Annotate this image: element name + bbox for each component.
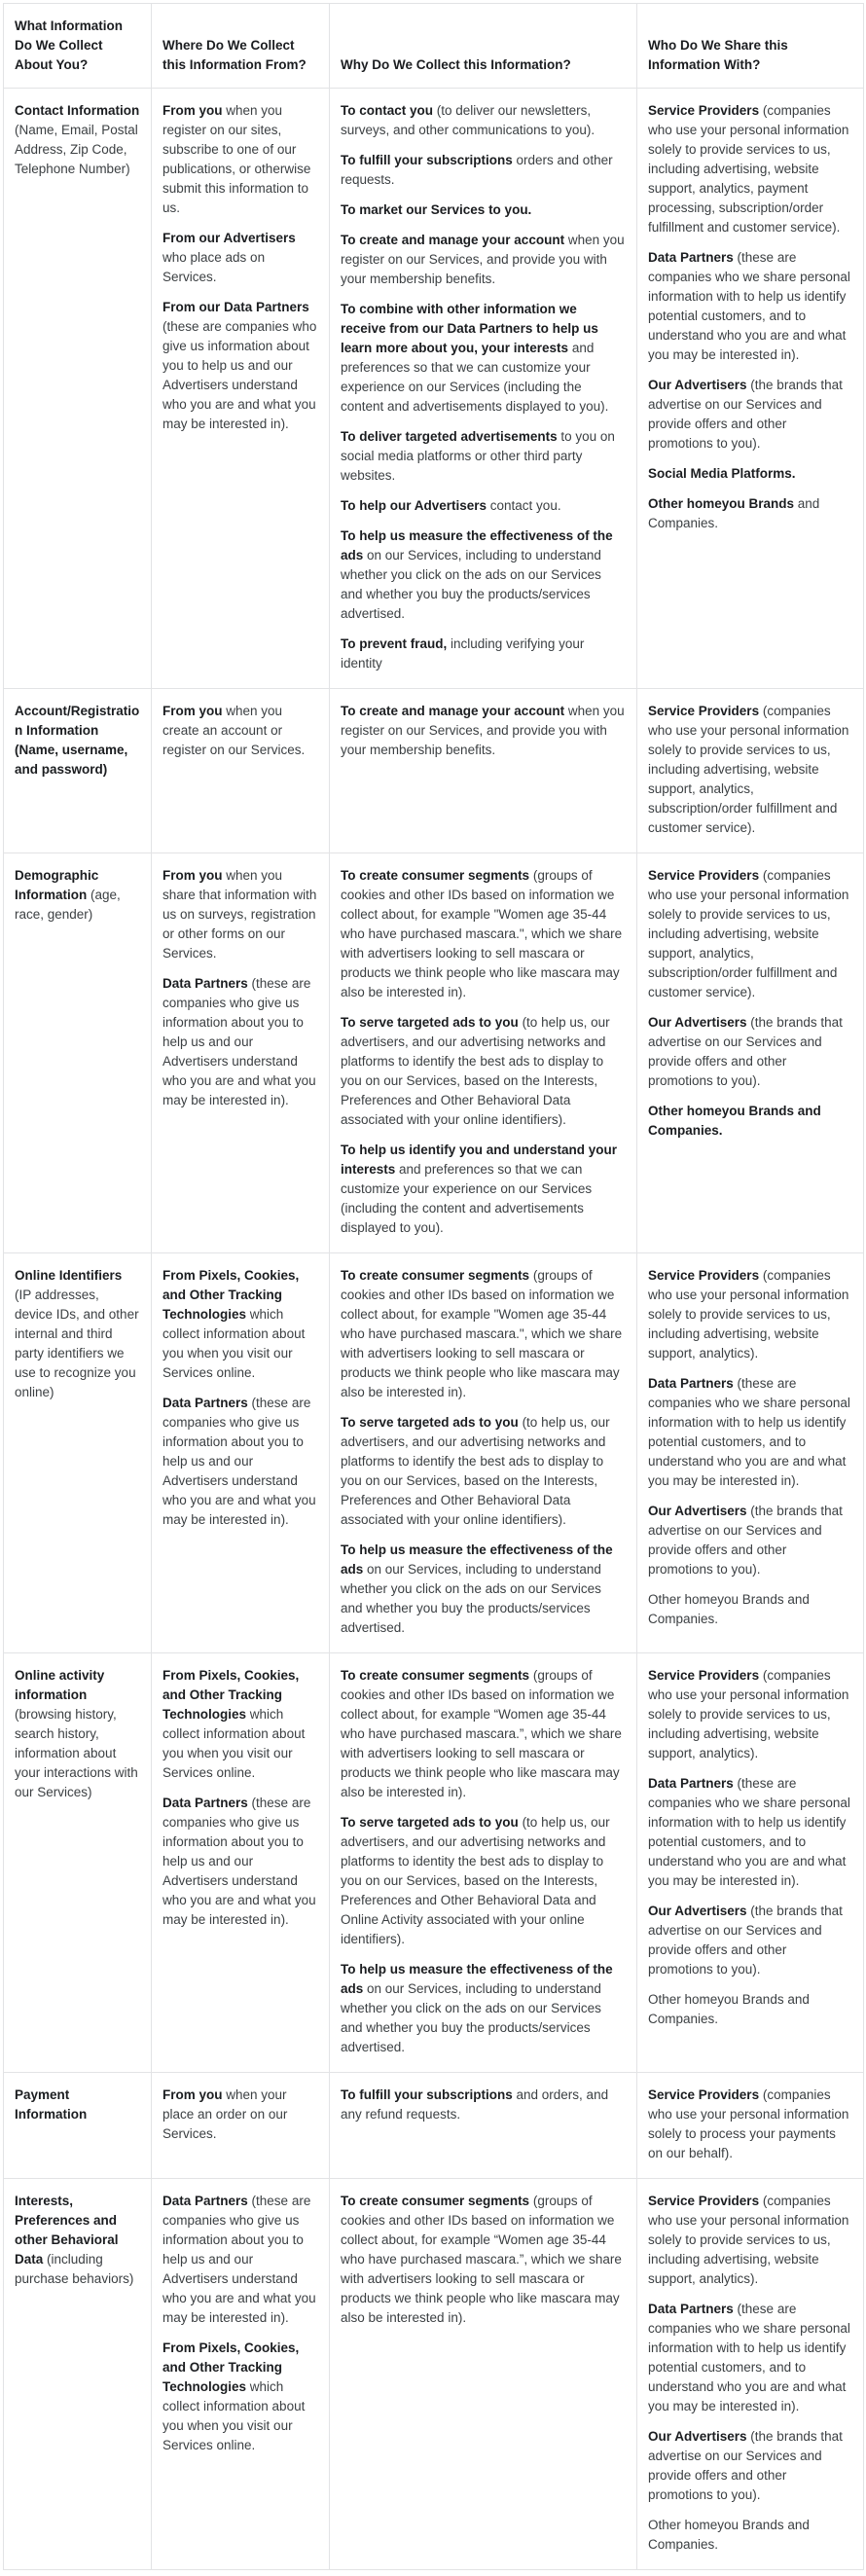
bold-lead-in: To help our Advertisers [341, 498, 487, 513]
bold-lead-in: From you [162, 103, 223, 118]
bold-lead-in: From you [162, 704, 223, 718]
paragraph: Service Providers (companies who use your personal information solely to provide services to us, including advertising, website support, analytics). [648, 1668, 849, 1760]
bold-lead-in: From Pixels, Cookies, and Other Tracking Technologies [162, 2340, 300, 2394]
bold-lead-in: To create consumer segments [341, 1268, 530, 1283]
bold-lead-in: To serve targeted ads to you [341, 1415, 519, 1430]
bold-lead-in: To contact you [341, 103, 434, 118]
paragraph [341, 200, 626, 220]
paragraph: Data Partners (these are companies who we share personal information with to help us identify potential customers, and to understand who you are and what you may be interested in). [648, 1376, 850, 1488]
paragraph: Other homeyou Brands and Companies. [648, 496, 820, 530]
bold-lead-in: To help us measure the effectiveness of the ads [341, 1962, 613, 1996]
paragraph: To create consumer segments (groups of cookies and other IDs based on information we collect about, for example “Women age 35-44 who have purchased mascara.”, which we share with advertisers looking to sell mascara or products we think people who like mascara may also be interested in). [341, 2194, 622, 2325]
paragraph: To combine with other information we receive from our Data Partners to help us learn more about you, your interests and preferences so that we can customize your experience on our Services (including the content and advertisements displayed to you). [341, 302, 609, 414]
bold-lead-in: To create consumer segments [341, 1668, 530, 1683]
bold-lead-in: Service Providers [648, 868, 760, 883]
paragraph [648, 464, 852, 484]
bold-lead-in: Payment Information [15, 2087, 88, 2122]
paragraph: Our Advertisers (the brands that advertise on our Services and provide offers and other promotions to you). [648, 1015, 843, 1088]
paragraph: To deliver targeted advertisements to you on social media platforms or other third party websites. [341, 429, 615, 483]
bold-lead-in: To deliver targeted advertisements [341, 429, 558, 444]
paragraph: To help us measure the effectiveness of the ads on our Services, including to understand whether you click on the ads on our Services and whether you buy the products/services advertised. [341, 1962, 613, 2054]
bold-lead-in: Data Partners [162, 1796, 248, 1810]
paragraph: From Pixels, Cookies, and Other Tracking Technologies which collect information about you when you visit our Services online. [162, 1268, 306, 1380]
bold-lead-in: From our Advertisers [162, 231, 296, 245]
bold-lead-in: Data Partners [648, 250, 734, 265]
paragraph: Service Providers (companies who use your personal information solely to provide services to us, including advertising, website support, analytics). [648, 1268, 849, 1361]
table-row [4, 2179, 864, 2570]
table-row [4, 1253, 864, 1653]
header-who-shared: Who Do We Share this Information With? [637, 4, 864, 89]
bold-lead-in: Our Advertisers [648, 378, 747, 392]
bold-lead-in: To create consumer segments [341, 2194, 530, 2208]
paragraph: Service Providers (companies who use your personal information solely to provide services to us, including advertising, website support, analytics, subscription/order fulfillment and customer service). [648, 868, 849, 999]
paragraph: Online Identifiers (IP addresses, device IDs, and other internal and third party identifiers we use to recognize you online) [15, 1268, 139, 1399]
paragraph: Data Partners (these are companies who give us information about you to help us and our Advertisers understand who you are and what you may be interested in). [162, 2194, 316, 2325]
bold-lead-in: Our Advertisers [648, 1015, 747, 1030]
cell-why [330, 1253, 637, 1653]
paragraph: Data Partners (these are companies who give us information about you to help us and our Advertisers understand who you are and what you may be interested in). [162, 1796, 316, 1927]
paragraph: From you when your place an order on our Services. [162, 2087, 288, 2141]
paragraph [648, 1102, 852, 1141]
paragraph: Data Partners (these are companies who we share personal information with to help us identify potential customers, and to understand who you are and what you may be interested in). [648, 2302, 850, 2413]
bold-lead-in: To serve targeted ads to you [341, 1015, 519, 1030]
bold-lead-in: Online activity information [15, 1668, 105, 1702]
paragraph: From you when you register on our sites, subscribe to one of our publications, or otherwise submit this information to us. [162, 103, 311, 215]
paragraph: Other homeyou Brands and Companies. [648, 2518, 810, 2552]
paragraph: To help our Advertisers contact you. [341, 498, 561, 513]
table-row [4, 2073, 864, 2179]
cell-where [152, 1653, 330, 2073]
cell-what [4, 89, 152, 689]
bold-lead-in: Account/Registration Information (Name, username, and password) [15, 704, 140, 777]
bold-lead-in: Service Providers [648, 704, 760, 718]
paragraph: To serve targeted ads to you (to help us, our advertisers, and our advertising networks and platforms to identify the best ads to display to you on our Services, based on the Interests, Preferences and Other Behavioral Data associated with your online identifiers). [341, 1415, 610, 1527]
bold-lead-in: Data Partners [648, 1376, 734, 1391]
cell-why [330, 2179, 637, 2570]
paragraph: Service Providers (companies who use your personal information solely to provide services to us, including advertising, website support, analytics). [648, 2194, 849, 2286]
paragraph: To help us measure the effectiveness of the ads on our Services, including to understand whether you click on the ads on our Services and whether you buy the products/services advertised. [341, 528, 613, 621]
paragraph: Service Providers (companies who use your personal information solely to process your payments on our behalf). [648, 2087, 849, 2160]
bold-lead-in: To create consumer segments [341, 868, 530, 883]
paragraph: From Pixels, Cookies, and Other Tracking Technologies which collect information about you when you visit our Services online. [162, 2340, 306, 2452]
cell-who [637, 2179, 864, 2570]
cell-what [4, 853, 152, 1253]
paragraph: Our Advertisers (the brands that advertise on our Services and provide offers and other promotions to you). [648, 1504, 843, 1577]
cell-why [330, 89, 637, 689]
bold-lead-in: From you [162, 2087, 223, 2102]
cell-where [152, 689, 330, 853]
header-row [4, 4, 864, 89]
paragraph: Data Partners (these are companies who we share personal information with to help us identify potential customers, and to understand who you are and what you may be interested in). [648, 250, 850, 362]
paragraph: Data Partners (these are companies who we share personal information with to help us identify potential customers, and to understand who you are and what you may be interested in). [648, 1776, 850, 1888]
header-where-collected: Where Do We Collect this Information From? [152, 4, 330, 89]
bold-lead-in: Data Partners [162, 1396, 248, 1410]
table-row [4, 689, 864, 853]
bold-lead-in: From Pixels, Cookies, and Other Tracking Technologies [162, 1668, 300, 1722]
paragraph: From our Advertisers who place ads on Services. [162, 231, 296, 284]
bold-lead-in: Other homeyou Brands and Companies. [648, 1104, 821, 1138]
paragraph: To create consumer segments (groups of cookies and other IDs based on information we collect about, for example "Women age 35-44 who have purchased mascara.", which we share with advertisers looking to sell mascara or products we think people who like mascara may also be interested in). [341, 868, 623, 999]
header-why-collected: Why Do We Collect this Information? [330, 4, 637, 89]
bold-lead-in: From our Data Partners [162, 300, 309, 314]
paragraph: From you when you share that information with us on surveys, registration or other forms on our Services. [162, 868, 317, 961]
paragraph: Contact Information (Name, Email, Postal Address, Zip Code, Telephone Number) [15, 103, 140, 176]
cell-who [637, 89, 864, 689]
bold-lead-in: Online Identifiers [15, 1268, 123, 1283]
table-row [4, 1653, 864, 2073]
cell-who [637, 1253, 864, 1653]
table-body [4, 89, 864, 2570]
paragraph: Online activity information (browsing history, search history, information about your interactions with our Services) [15, 1668, 138, 1799]
bold-lead-in: From Pixels, Cookies, and Other Tracking Technologies [162, 1268, 300, 1322]
bold-lead-in: To create and manage your account [341, 233, 565, 247]
bold-lead-in: Service Providers [648, 1268, 760, 1283]
paragraph: Our Advertisers (the brands that advertise on our Services and provide offers and other promotions to you). [648, 2429, 843, 2502]
paragraph: To contact you (to deliver our newsletters, surveys, and other communications to you). [341, 103, 595, 137]
paragraph: To create consumer segments (groups of cookies and other IDs based on information we collect about, for example “Women age 35-44 who have purchased mascara.”, which we share with advertisers looking to sell mascara or products we think people who like mascara may also be interested in). [341, 1668, 622, 1799]
cell-what [4, 689, 152, 853]
cell-why [330, 2073, 637, 2179]
paragraph: Interests, Preferences and other Behavioral Data (including purchase behaviors) [15, 2194, 134, 2286]
data-collection-table [3, 3, 864, 2570]
paragraph: To fulfill your subscriptions and orders, and any refund requests. [341, 2087, 609, 2122]
paragraph: To help us measure the effectiveness of the ads on our Services, including to understand whether you click on the ads on our Services and whether you buy the products/services advertised. [341, 1542, 613, 1635]
paragraph: To fulfill your subscriptions orders and other requests. [341, 153, 613, 187]
cell-who [637, 1653, 864, 2073]
paragraph: To serve targeted ads to you (to help us, our advertisers, and our advertising networks and platforms to identify the best ads to display to you on our Services, based on the Interests, Preferences and Other Behavioral Data associated with your online identifiers). [341, 1015, 610, 1127]
bold-lead-in: Contact Information [15, 103, 140, 118]
paragraph: Other homeyou Brands and Companies. [648, 1592, 810, 1626]
header-what-information: What Information Do We Collect About You? [4, 4, 152, 89]
table-row [4, 89, 864, 689]
cell-who [637, 689, 864, 853]
bold-lead-in: To prevent fraud, [341, 636, 448, 651]
paragraph [15, 702, 140, 780]
bold-lead-in: To fulfill your subscriptions [341, 2087, 513, 2102]
paragraph: Demographic Information (age, race, gender) [15, 868, 121, 922]
paragraph: Other homeyou Brands and Companies. [648, 1992, 810, 2026]
paragraph: Our Advertisers (the brands that advertise on our Services and provide offers and other promotions to you). [648, 1904, 843, 1977]
cell-who [637, 2073, 864, 2179]
paragraph: To create and manage your account when you register on our Services, and provide you with your membership benefits. [341, 233, 625, 286]
bold-lead-in: To fulfill your subscriptions [341, 153, 513, 167]
bold-lead-in: To help us identify you and understand your interests [341, 1143, 618, 1177]
bold-lead-in: Interests, Preferences and other Behavioral Data [15, 2194, 119, 2267]
bold-lead-in: To help us measure the effectiveness of the ads [341, 528, 613, 562]
paragraph: From our Data Partners (these are companies who give us information about you to help us and our Advertisers understand who you are and what you may be interested in). [162, 300, 317, 431]
cell-who [637, 853, 864, 1253]
bold-lead-in: Our Advertisers [648, 2429, 747, 2444]
paragraph: From you when you create an account or register on our Services. [162, 704, 306, 757]
bold-lead-in: To help us measure the effectiveness of the ads [341, 1542, 613, 1577]
bold-lead-in: To serve targeted ads to you [341, 1815, 519, 1830]
cell-why [330, 853, 637, 1253]
bold-lead-in: Service Providers [648, 1668, 760, 1683]
cell-what [4, 1253, 152, 1653]
bold-lead-in: From you [162, 868, 223, 883]
paragraph: To help us identify you and understand your interests and preferences so that we can customize your experience on our Services (including the content and advertisements displayed to you). [341, 1143, 618, 1235]
bold-lead-in: To market our Services to you. [341, 202, 532, 217]
cell-what [4, 2073, 152, 2179]
paragraph: Data Partners (these are companies who give us information about you to help us and our Advertisers understand who you are and what you may be interested in). [162, 976, 316, 1107]
bold-lead-in: Demographic Information [15, 868, 99, 902]
cell-where [152, 1253, 330, 1653]
paragraph: To create consumer segments (groups of cookies and other IDs based on information we collect about, for example "Women age 35-44 who have purchased mascara.", which we share with advertisers looking to sell mascara or products we think people who like mascara may also be interested in). [341, 1268, 623, 1399]
paragraph: Service Providers (companies who use your personal information solely to provide services to us, including advertising, website support, analytics, payment processing, subscription/order fulfillment and customer service). [648, 103, 849, 235]
bold-lead-in: Data Partners [162, 2194, 248, 2208]
paragraph: To prevent fraud, including verifying your identity [341, 636, 585, 671]
bold-lead-in: Service Providers [648, 103, 760, 118]
bold-lead-in: Other homeyou Brands [648, 496, 795, 511]
paragraph: Data Partners (these are companies who give us information about you to help us and our Advertisers understand who you are and what you may be interested in). [162, 1396, 316, 1527]
cell-what [4, 2179, 152, 2570]
paragraph: To create and manage your account when you register on our Services, and provide you with your membership benefits. [341, 704, 625, 757]
bold-lead-in: Our Advertisers [648, 1904, 747, 1918]
cell-what [4, 1653, 152, 2073]
table-row [4, 853, 864, 1253]
paragraph: From Pixels, Cookies, and Other Tracking Technologies which collect information about you when you visit our Services online. [162, 1668, 306, 1780]
paragraph: To serve targeted ads to you (to help us, our advertisers, and our advertising networks and platforms to identity the best ads to display to you on our Services, based on the Interests, Preferences and Other Behavioral Data and Online Activity associated with your online identifiers). [341, 1815, 610, 1946]
bold-lead-in: To create and manage your account [341, 704, 565, 718]
cell-where [152, 89, 330, 689]
cell-why [330, 689, 637, 853]
bold-lead-in: Service Providers [648, 2194, 760, 2208]
paragraph: Our Advertisers (the brands that advertise on our Services and provide offers and other promotions to you). [648, 378, 843, 451]
bold-lead-in: Data Partners [648, 1776, 734, 1791]
cell-why [330, 1653, 637, 2073]
cell-where [152, 2073, 330, 2179]
bold-lead-in: Social Media Platforms. [648, 466, 796, 481]
bold-lead-in: Service Providers [648, 2087, 760, 2102]
paragraph: Service Providers (companies who use your personal information solely to provide services to us, including advertising, website support, analytics, subscription/order fulfillment and customer service). [648, 704, 849, 835]
cell-where [152, 853, 330, 1253]
bold-lead-in: Data Partners [648, 2302, 734, 2316]
paragraph [15, 2086, 140, 2124]
cell-where [152, 2179, 330, 2570]
bold-lead-in: To combine with other information we receive from our Data Partners to help us learn more about you, your interests [341, 302, 598, 355]
bold-lead-in: Our Advertisers [648, 1504, 747, 1518]
bold-lead-in: Data Partners [162, 976, 248, 991]
